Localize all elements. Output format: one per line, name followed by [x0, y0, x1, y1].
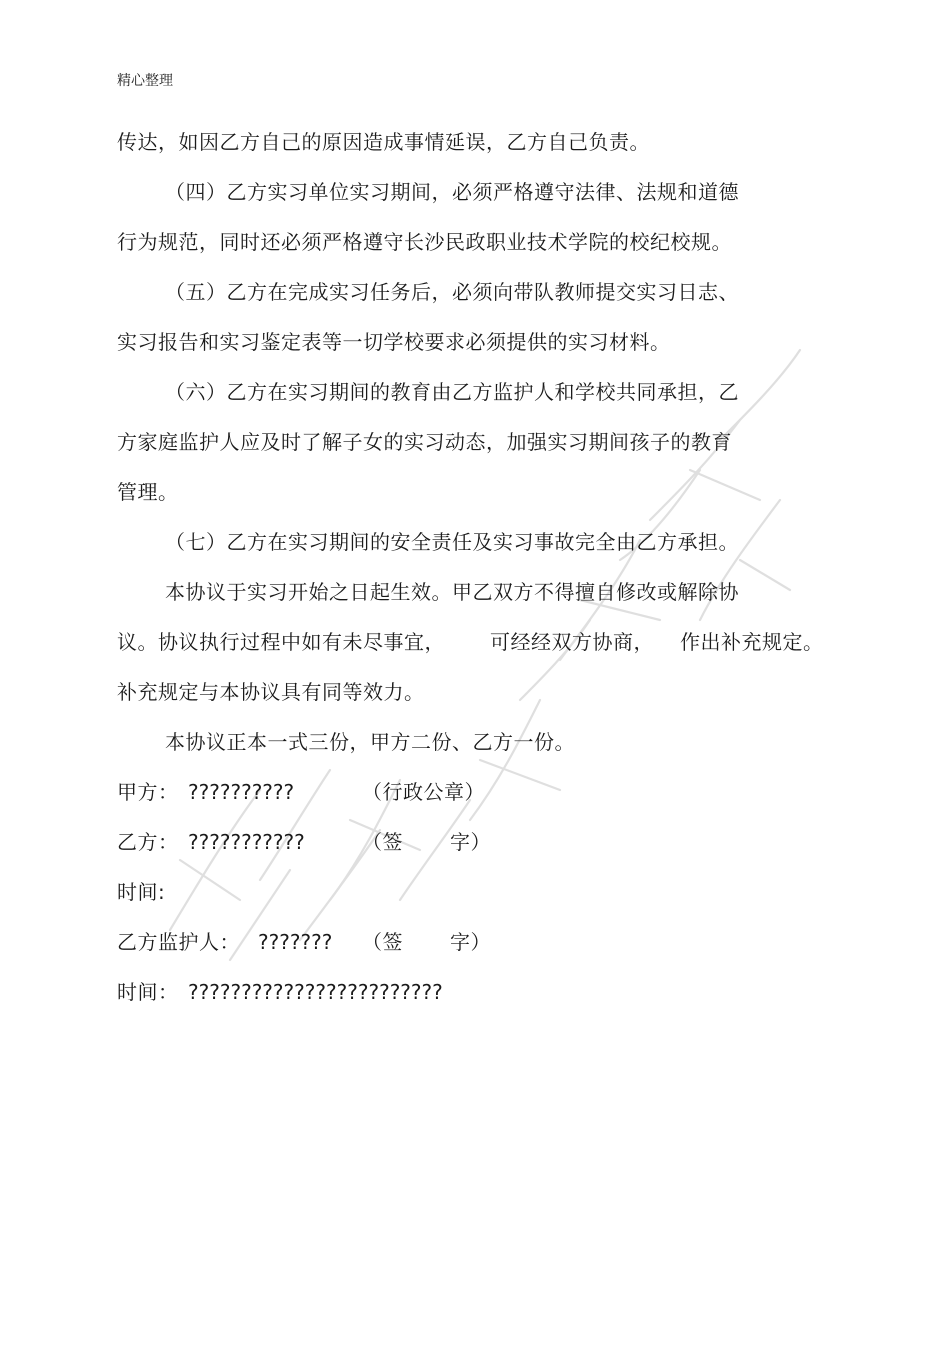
clause-six: （六）乙方在实习期间的教育由乙方监护人和学校共同承担，乙 [165, 380, 739, 404]
page-header: 精心整理 [117, 73, 173, 89]
party-b-label: 乙方： [117, 830, 179, 854]
paragraph-line: 管理。 [117, 480, 179, 504]
paragraph-line: 行为规范，同时还必须严格遵守长沙民政职业技术学院的校纪校规。 [117, 230, 732, 254]
paragraph-line: 实习报告和实习鉴定表等一切学校要求必须提供的实习材料。 [117, 330, 671, 354]
guardian-sign-note: 字） [450, 930, 491, 954]
party-b-value: ??????????? [188, 830, 305, 854]
party-a-label: 甲方： [117, 780, 179, 804]
paragraph-line: 补充规定与本协议具有同等效力。 [117, 680, 425, 704]
effective-clause: 本协议于实习开始之日起生效。甲乙双方不得擅自修改或解除协 [165, 580, 739, 604]
clause-seven: （七）乙方在实习期间的安全责任及实习事故完全由乙方承担。 [165, 530, 739, 554]
paragraph-line: 议。协议执行过程中如有未尽事宜， [117, 630, 445, 654]
paragraph-line: 可经经双方协商， [490, 630, 654, 654]
guardian-label: 乙方监护人： [117, 930, 240, 954]
time-value: ???????????????????????? [188, 980, 443, 1004]
party-b-sign-note: （签 [362, 830, 403, 854]
paragraph-line: 方家庭监护人应及时了解子女的实习动态，加强实习期间孩子的教育 [117, 430, 732, 454]
clause-five: （五）乙方在完成实习任务后，必须向带队教师提交实习日志、 [165, 280, 739, 304]
party-b-sign-note: 字） [450, 830, 491, 854]
party-a-seal-note: （行政公章） [362, 780, 485, 804]
party-a-value: ?????????? [188, 780, 295, 804]
guardian-sign-note: （签 [362, 930, 403, 954]
guardian-value: ??????? [258, 930, 333, 954]
time-label: 时间: [117, 880, 166, 904]
paragraph-line: 传达，如因乙方自己的原因造成事情延误，乙方自己负责。 [117, 130, 650, 154]
clause-four: （四）乙方实习单位实习期间，必须严格遵守法律、法规和道德 [165, 180, 739, 204]
time-label: 时间： [117, 980, 179, 1004]
copies-clause: 本协议正本一式三份，甲方二份、乙方一份。 [165, 730, 575, 754]
paragraph-line: 作出补充规定。 [680, 630, 824, 654]
